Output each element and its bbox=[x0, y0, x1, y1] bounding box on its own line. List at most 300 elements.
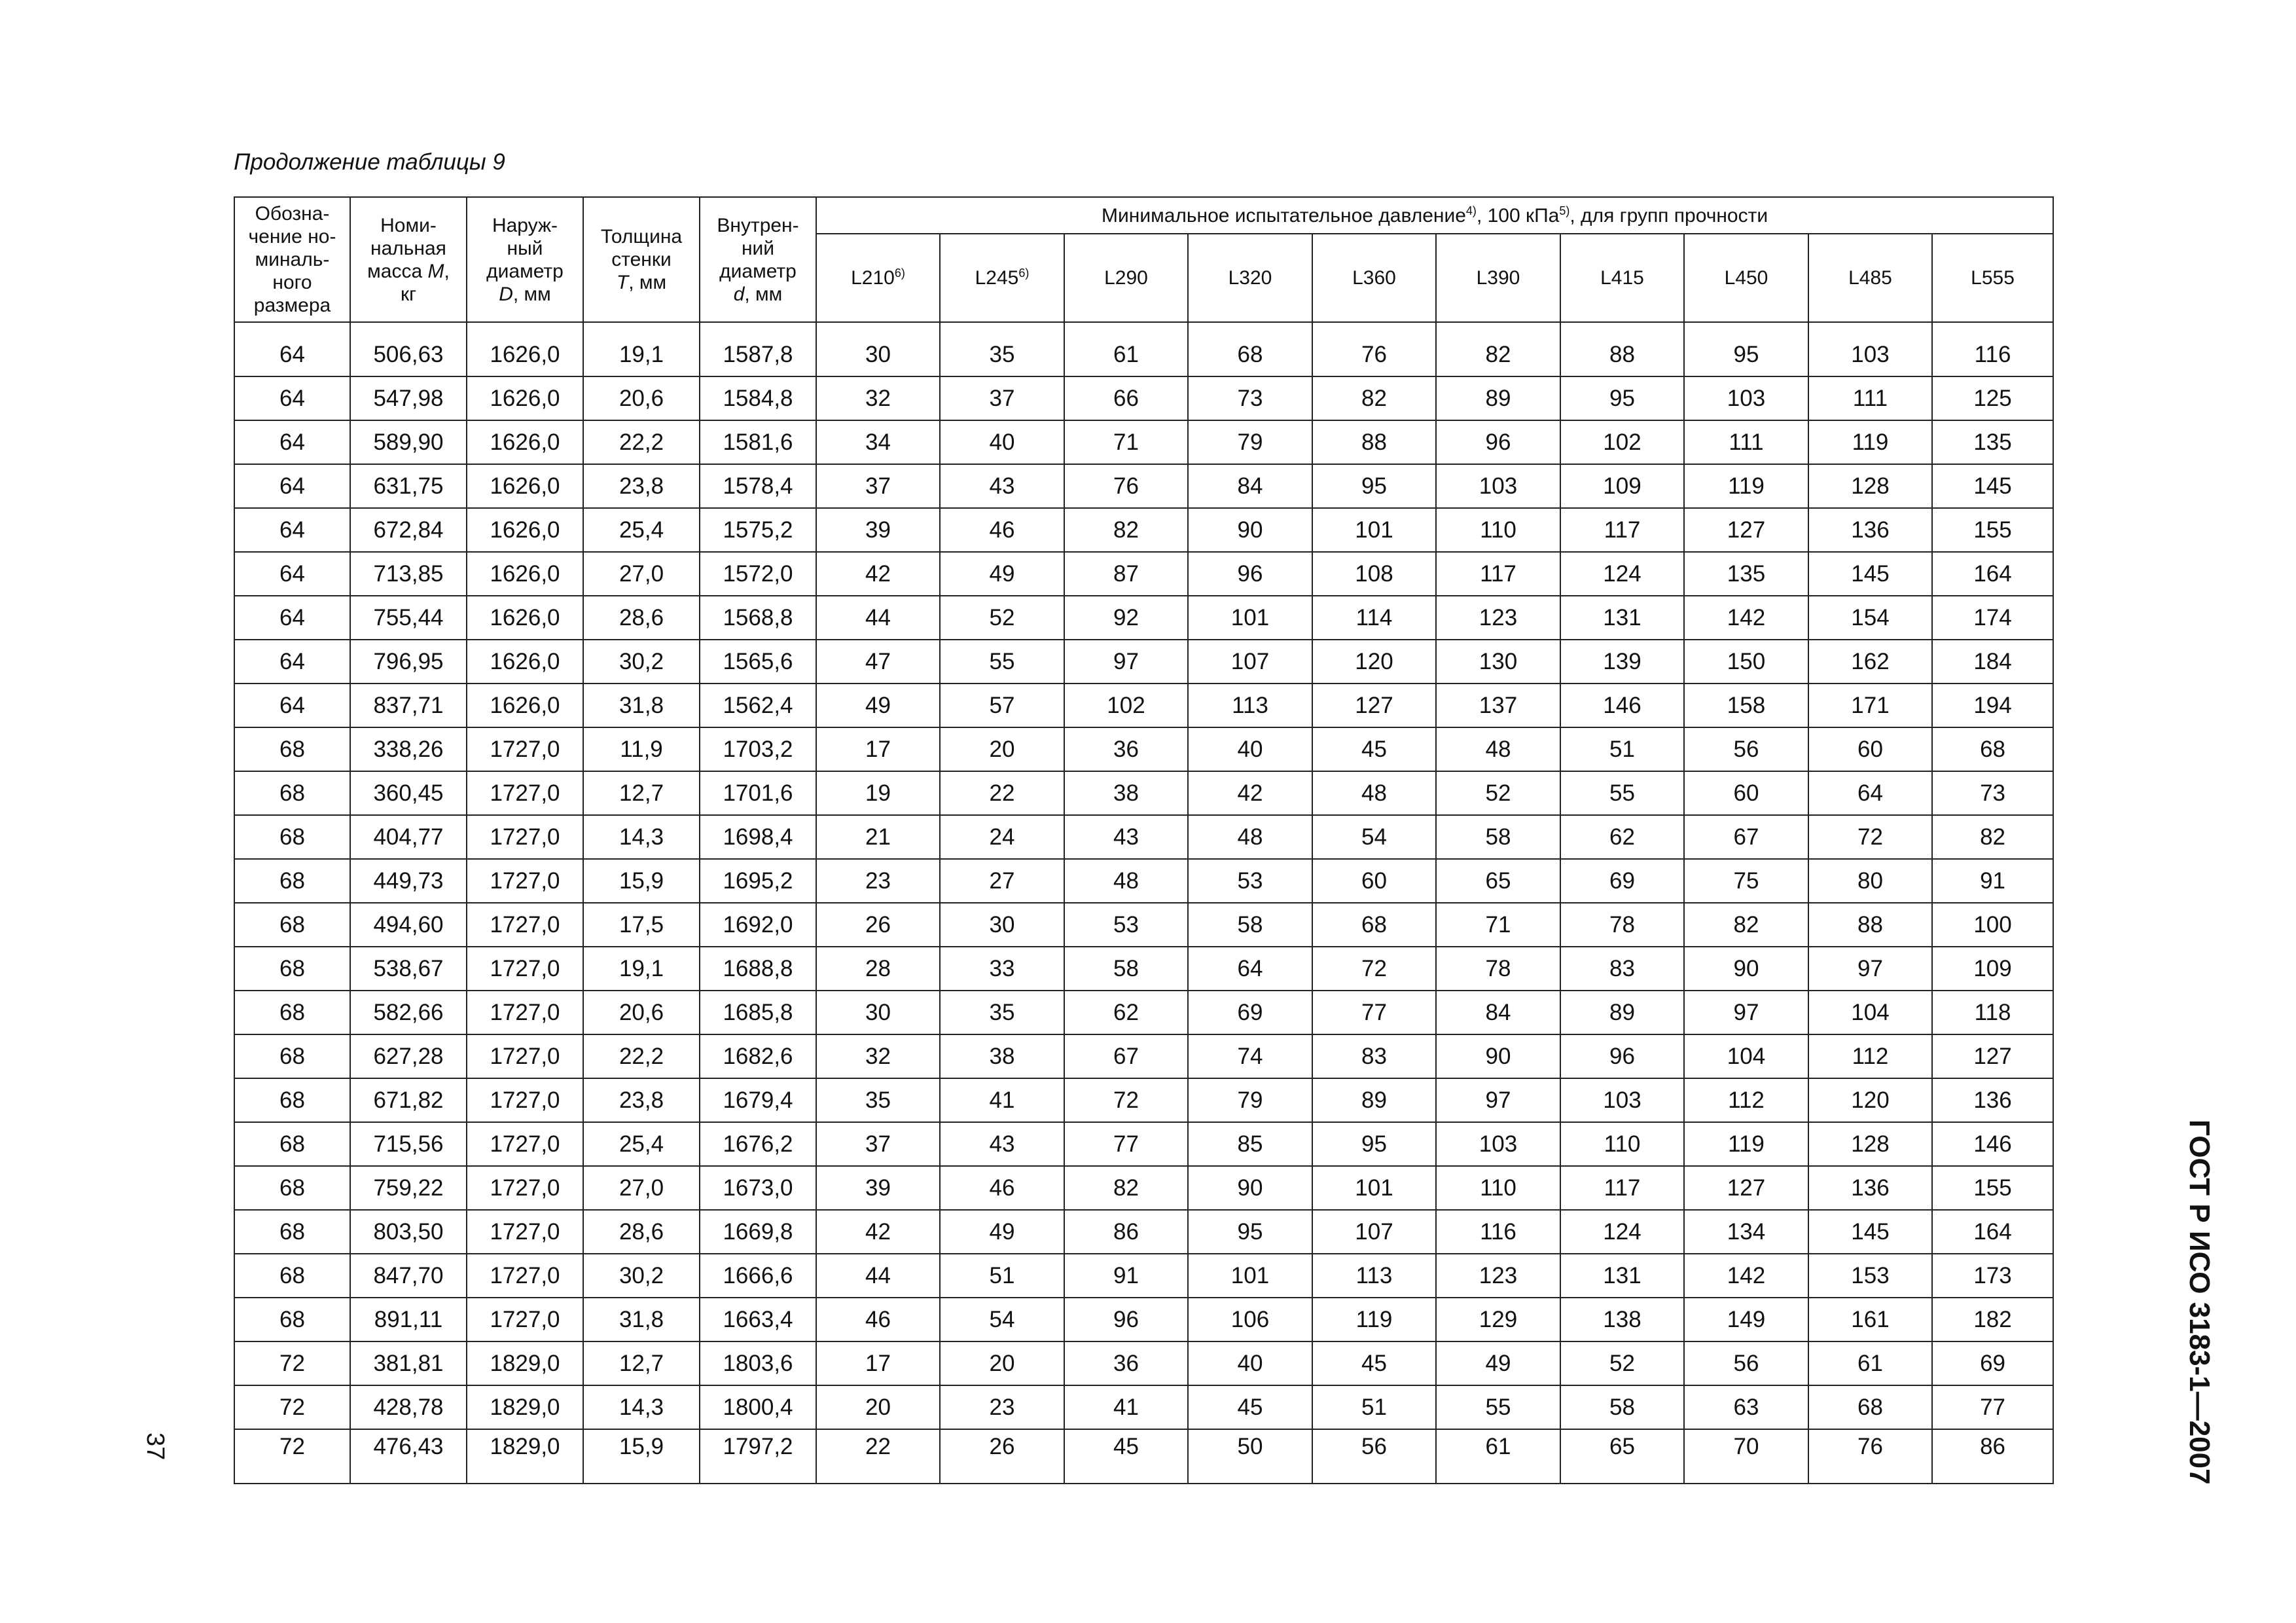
table-cell: 86 bbox=[1064, 1210, 1188, 1254]
table-cell: 1727,0 bbox=[467, 1210, 583, 1254]
table-cell: 50 bbox=[1188, 1429, 1312, 1484]
table-cell: 58 bbox=[1188, 903, 1312, 947]
table-cell: 97 bbox=[1064, 640, 1188, 684]
table-cell: 66 bbox=[1064, 376, 1188, 420]
table-cell: 24 bbox=[940, 815, 1064, 859]
table-cell: 136 bbox=[1932, 1078, 2053, 1122]
table-cell: 1727,0 bbox=[467, 727, 583, 771]
table-row bbox=[234, 815, 2053, 859]
table-cell: 146 bbox=[1560, 684, 1684, 727]
table-cell: 1572,0 bbox=[700, 552, 816, 596]
table-row bbox=[234, 464, 2053, 508]
table-cell: 88 bbox=[1560, 333, 1684, 376]
table-cell: 1669,8 bbox=[700, 1210, 816, 1254]
table-cell: 173 bbox=[1932, 1254, 2053, 1298]
table-cell: 72 bbox=[234, 1341, 350, 1385]
table-cell: 116 bbox=[1932, 333, 2053, 376]
table-cell: 127 bbox=[1312, 684, 1436, 727]
table-cell: 40 bbox=[940, 420, 1064, 464]
table-cell: 83 bbox=[1312, 1034, 1436, 1078]
table-cell: 28 bbox=[816, 947, 940, 991]
table-row bbox=[234, 640, 2053, 684]
table-cell: 136 bbox=[1808, 1166, 1932, 1210]
table-cell: 32 bbox=[816, 376, 940, 420]
table-cell: 60 bbox=[1808, 727, 1932, 771]
table-cell: 114 bbox=[1312, 596, 1436, 640]
table-cell: 1578,4 bbox=[700, 464, 816, 508]
table-cell: 65 bbox=[1436, 859, 1560, 903]
table-cell: 112 bbox=[1808, 1034, 1932, 1078]
table-cell: 49 bbox=[940, 552, 1064, 596]
table-cell: 23 bbox=[816, 859, 940, 903]
table-cell: 12,7 bbox=[583, 771, 700, 815]
header-grade-l290: L290 bbox=[1064, 234, 1188, 322]
table-cell: 1727,0 bbox=[467, 1034, 583, 1078]
table-cell: 27,0 bbox=[583, 552, 700, 596]
table-cell: 360,45 bbox=[350, 771, 467, 815]
table-cell: 54 bbox=[940, 1298, 1064, 1341]
table-cell: 68 bbox=[1932, 727, 2053, 771]
table-cell: 48 bbox=[1188, 815, 1312, 859]
table-cell: 145 bbox=[1808, 552, 1932, 596]
table-cell: 64 bbox=[234, 508, 350, 552]
table-cell: 103 bbox=[1436, 464, 1560, 508]
table-cell: 90 bbox=[1684, 947, 1808, 991]
header-grade-l555: L555 bbox=[1932, 234, 2053, 322]
header-grade-l415: L415 bbox=[1560, 234, 1684, 322]
table-cell: 449,73 bbox=[350, 859, 467, 903]
table-cell: 1562,4 bbox=[700, 684, 816, 727]
table-cell: 131 bbox=[1560, 1254, 1684, 1298]
table-cell: 1727,0 bbox=[467, 1122, 583, 1166]
table-cell: 129 bbox=[1436, 1298, 1560, 1341]
table-cell: 40 bbox=[1188, 727, 1312, 771]
table-cell: 31,8 bbox=[583, 1298, 700, 1341]
table-cell: 79 bbox=[1188, 1078, 1312, 1122]
table-cell: 1727,0 bbox=[467, 815, 583, 859]
table-cell: 136 bbox=[1808, 508, 1932, 552]
table-cell: 64 bbox=[234, 684, 350, 727]
table-cell: 77 bbox=[1932, 1385, 2053, 1429]
table-cell: 76 bbox=[1808, 1429, 1932, 1484]
table-cell: 64 bbox=[1188, 947, 1312, 991]
table-cell: 111 bbox=[1808, 376, 1932, 420]
table-row bbox=[234, 991, 2053, 1034]
table-cell: 45 bbox=[1312, 727, 1436, 771]
table-cell: 19,1 bbox=[583, 947, 700, 991]
table-cell: 69 bbox=[1560, 859, 1684, 903]
table-cell: 43 bbox=[1064, 815, 1188, 859]
table-cell: 48 bbox=[1436, 727, 1560, 771]
table-row bbox=[234, 1429, 2053, 1484]
table-cell: 68 bbox=[234, 1254, 350, 1298]
table-cell: 108 bbox=[1312, 552, 1436, 596]
table-cell: 71 bbox=[1436, 903, 1560, 947]
table-cell: 101 bbox=[1312, 508, 1436, 552]
table-cell: 847,70 bbox=[350, 1254, 467, 1298]
table-row bbox=[234, 684, 2053, 727]
table-cell: 42 bbox=[1188, 771, 1312, 815]
table-cell: 153 bbox=[1808, 1254, 1932, 1298]
table-cell: 494,60 bbox=[350, 903, 467, 947]
table-cell: 68 bbox=[234, 1078, 350, 1122]
table-cell: 58 bbox=[1436, 815, 1560, 859]
table-cell: 111 bbox=[1684, 420, 1808, 464]
table-cell: 84 bbox=[1188, 464, 1312, 508]
table-cell: 109 bbox=[1560, 464, 1684, 508]
table-cell: 96 bbox=[1064, 1298, 1188, 1341]
table-cell: 135 bbox=[1684, 552, 1808, 596]
table-cell: 1682,6 bbox=[700, 1034, 816, 1078]
table-cell: 102 bbox=[1560, 420, 1684, 464]
table-cell: 672,84 bbox=[350, 508, 467, 552]
table-cell: 164 bbox=[1932, 552, 2053, 596]
table-cell: 119 bbox=[1684, 1122, 1808, 1166]
table-cell: 49 bbox=[940, 1210, 1064, 1254]
table-cell: 36 bbox=[1064, 727, 1188, 771]
table-cell: 65 bbox=[1560, 1429, 1684, 1484]
table-cell: 64 bbox=[234, 640, 350, 684]
table-cell: 68 bbox=[234, 771, 350, 815]
table-cell: 146 bbox=[1932, 1122, 2053, 1166]
table-cell: 96 bbox=[1436, 420, 1560, 464]
table-cell: 17 bbox=[816, 1341, 940, 1385]
table-cell: 103 bbox=[1560, 1078, 1684, 1122]
table-row bbox=[234, 376, 2053, 420]
table-cell: 125 bbox=[1932, 376, 2053, 420]
table-cell: 538,67 bbox=[350, 947, 467, 991]
table-cell: 82 bbox=[1064, 1166, 1188, 1210]
table-cell: 35 bbox=[940, 991, 1064, 1034]
table-cell: 110 bbox=[1436, 508, 1560, 552]
table-cell: 73 bbox=[1188, 376, 1312, 420]
table-cell: 51 bbox=[1560, 727, 1684, 771]
table-cell: 123 bbox=[1436, 1254, 1560, 1298]
table-row bbox=[234, 1254, 2053, 1298]
table-cell: 68 bbox=[234, 1210, 350, 1254]
table-row bbox=[234, 552, 2053, 596]
table-cell: 76 bbox=[1312, 333, 1436, 376]
table-cell: 86 bbox=[1932, 1429, 2053, 1484]
table-row bbox=[234, 333, 2053, 376]
table-cell: 128 bbox=[1808, 464, 1932, 508]
table-row bbox=[234, 1298, 2053, 1341]
table-cell: 796,95 bbox=[350, 640, 467, 684]
table-cell: 27,0 bbox=[583, 1166, 700, 1210]
table-cell: 755,44 bbox=[350, 596, 467, 640]
table-cell: 119 bbox=[1312, 1298, 1436, 1341]
table-cell: 101 bbox=[1312, 1166, 1436, 1210]
table-cell: 80 bbox=[1808, 859, 1932, 903]
table-cell: 142 bbox=[1684, 1254, 1808, 1298]
table-cell: 52 bbox=[940, 596, 1064, 640]
table-cell: 64 bbox=[234, 420, 350, 464]
table-row bbox=[234, 771, 2053, 815]
table-cell: 1679,4 bbox=[700, 1078, 816, 1122]
table-cell: 49 bbox=[816, 684, 940, 727]
table-cell: 82 bbox=[1312, 376, 1436, 420]
table-cell: 74 bbox=[1188, 1034, 1312, 1078]
table-cell: 28,6 bbox=[583, 596, 700, 640]
table-cell: 23,8 bbox=[583, 1078, 700, 1122]
table-cell: 90 bbox=[1188, 1166, 1312, 1210]
table-cell: 37 bbox=[816, 1122, 940, 1166]
table-cell: 1581,6 bbox=[700, 420, 816, 464]
table-cell: 113 bbox=[1312, 1254, 1436, 1298]
table-cell: 138 bbox=[1560, 1298, 1684, 1341]
table-cell: 110 bbox=[1560, 1122, 1684, 1166]
header-grade-l210: L210$^{6)}$ bbox=[816, 234, 940, 322]
table-cell: 84 bbox=[1436, 991, 1560, 1034]
table-cell: 61 bbox=[1064, 333, 1188, 376]
table-cell: 128 bbox=[1808, 1122, 1932, 1166]
table-row bbox=[234, 1078, 2053, 1122]
table-cell: 82 bbox=[1436, 333, 1560, 376]
table-cell: 12,7 bbox=[583, 1341, 700, 1385]
table-cell: 106 bbox=[1188, 1298, 1312, 1341]
table-cell: 112 bbox=[1684, 1078, 1808, 1122]
table-cell: 95 bbox=[1560, 376, 1684, 420]
table-cell: 101 bbox=[1188, 596, 1312, 640]
table-cell: 145 bbox=[1932, 464, 2053, 508]
table-cell: 36 bbox=[1064, 1341, 1188, 1385]
table-cell: 145 bbox=[1808, 1210, 1932, 1254]
table-cell: 68 bbox=[234, 727, 350, 771]
table-cell: 17 bbox=[816, 727, 940, 771]
table-cell: 20 bbox=[940, 727, 1064, 771]
table-cell: 109 bbox=[1932, 947, 2053, 991]
table-cell: 1800,4 bbox=[700, 1385, 816, 1429]
table-cell: 41 bbox=[1064, 1385, 1188, 1429]
table-cell: 58 bbox=[1064, 947, 1188, 991]
table-cell: 85 bbox=[1188, 1122, 1312, 1166]
table-cell: 15,9 bbox=[583, 1429, 700, 1484]
table-cell: 1727,0 bbox=[467, 1166, 583, 1210]
table-cell: 27 bbox=[940, 859, 1064, 903]
table-cell: 582,66 bbox=[350, 991, 467, 1034]
table-cell: 30,2 bbox=[583, 1254, 700, 1298]
table-cell: 1565,6 bbox=[700, 640, 816, 684]
header-grade-l485: L485 bbox=[1808, 234, 1932, 322]
table-cell: 68 bbox=[234, 815, 350, 859]
table-cell: 891,11 bbox=[350, 1298, 467, 1341]
table-cell: 97 bbox=[1436, 1078, 1560, 1122]
header-grade-l450: L450 bbox=[1684, 234, 1808, 322]
table-cell: 1829,0 bbox=[467, 1429, 583, 1484]
table-cell: 35 bbox=[816, 1078, 940, 1122]
table-cell: 95 bbox=[1684, 333, 1808, 376]
table-cell: 1676,2 bbox=[700, 1122, 816, 1166]
table-cell: 23,8 bbox=[583, 464, 700, 508]
table-cell: 68 bbox=[234, 1122, 350, 1166]
table-cell: 55 bbox=[940, 640, 1064, 684]
table-cell: 64 bbox=[234, 464, 350, 508]
table-cell: 38 bbox=[1064, 771, 1188, 815]
table-cell: 71 bbox=[1064, 420, 1188, 464]
table-cell: 56 bbox=[1684, 727, 1808, 771]
table-cell: 161 bbox=[1808, 1298, 1932, 1341]
table-cell: 14,3 bbox=[583, 815, 700, 859]
table-cell: 803,50 bbox=[350, 1210, 467, 1254]
table-cell: 70 bbox=[1684, 1429, 1808, 1484]
header-outer-diameter: Наруж- ный диаметр D, мм bbox=[467, 197, 583, 322]
table-cell: 713,85 bbox=[350, 552, 467, 596]
table-cell: 1626,0 bbox=[467, 464, 583, 508]
table-cell: 30 bbox=[816, 333, 940, 376]
table-cell: 64 bbox=[234, 596, 350, 640]
header-nominal-size: Обозна- чение но- миналь- ного размера bbox=[234, 197, 350, 322]
table-cell: 22,2 bbox=[583, 1034, 700, 1078]
table-cell: 62 bbox=[1064, 991, 1188, 1034]
table-cell: 20,6 bbox=[583, 376, 700, 420]
header-wall-thickness: Толщина стенки T, мм bbox=[583, 197, 700, 322]
table-cell: 64 bbox=[234, 333, 350, 376]
table-cell: 116 bbox=[1436, 1210, 1560, 1254]
table-cell: 82 bbox=[1684, 903, 1808, 947]
table-cell: 76 bbox=[1064, 464, 1188, 508]
table-cell: 60 bbox=[1684, 771, 1808, 815]
table-cell: 381,81 bbox=[350, 1341, 467, 1385]
table-cell: 68 bbox=[1808, 1385, 1932, 1429]
table-cell: 97 bbox=[1684, 991, 1808, 1034]
table-cell: 671,82 bbox=[350, 1078, 467, 1122]
table-cell: 96 bbox=[1560, 1034, 1684, 1078]
table-cell: 137 bbox=[1436, 684, 1560, 727]
table-cell: 68 bbox=[234, 1166, 350, 1210]
table-cell: 155 bbox=[1932, 1166, 2053, 1210]
table-cell: 118 bbox=[1932, 991, 2053, 1034]
table-cell: 39 bbox=[816, 508, 940, 552]
table-cell: 68 bbox=[234, 1034, 350, 1078]
table-cell: 42 bbox=[816, 552, 940, 596]
table-cell: 1703,2 bbox=[700, 727, 816, 771]
table-row bbox=[234, 1341, 2053, 1385]
table-cell: 476,43 bbox=[350, 1429, 467, 1484]
table-cell: 32 bbox=[816, 1034, 940, 1078]
table-cell: 53 bbox=[1064, 903, 1188, 947]
table-row bbox=[234, 508, 2053, 552]
table-row bbox=[234, 1210, 2053, 1254]
table-row bbox=[234, 1166, 2053, 1210]
table-cell: 149 bbox=[1684, 1298, 1808, 1341]
table-header bbox=[234, 197, 2053, 333]
table-cell: 150 bbox=[1684, 640, 1808, 684]
table-cell: 1626,0 bbox=[467, 552, 583, 596]
table-cell: 62 bbox=[1560, 815, 1684, 859]
table-cell: 1688,8 bbox=[700, 947, 816, 991]
table-cell: 194 bbox=[1932, 684, 2053, 727]
header-grade-l245: L245$^{6)}$ bbox=[940, 234, 1064, 322]
table-cell: 46 bbox=[940, 1166, 1064, 1210]
table-cell: 20 bbox=[816, 1385, 940, 1429]
table-caption: Продолжение таблицы 9 bbox=[234, 149, 505, 175]
table-cell: 52 bbox=[1436, 771, 1560, 815]
table-cell: 110 bbox=[1436, 1166, 1560, 1210]
table-cell: 46 bbox=[940, 508, 1064, 552]
table-cell: 1797,2 bbox=[700, 1429, 816, 1484]
table-row bbox=[234, 1122, 2053, 1166]
table-cell: 64 bbox=[1808, 771, 1932, 815]
table-cell: 102 bbox=[1064, 684, 1188, 727]
table-cell: 89 bbox=[1312, 1078, 1436, 1122]
table-cell: 56 bbox=[1684, 1341, 1808, 1385]
table-cell: 1575,2 bbox=[700, 508, 816, 552]
table-cell: 119 bbox=[1808, 420, 1932, 464]
table-cell: 127 bbox=[1684, 508, 1808, 552]
table-cell: 107 bbox=[1188, 640, 1312, 684]
table-cell: 72 bbox=[1064, 1078, 1188, 1122]
table-cell: 155 bbox=[1932, 508, 2053, 552]
table-cell: 82 bbox=[1064, 508, 1188, 552]
table-cell: 89 bbox=[1436, 376, 1560, 420]
table-cell: 20,6 bbox=[583, 991, 700, 1034]
table-cell: 22 bbox=[816, 1429, 940, 1484]
table-cell: 547,98 bbox=[350, 376, 467, 420]
table-cell: 37 bbox=[940, 376, 1064, 420]
table-cell: 107 bbox=[1312, 1210, 1436, 1254]
table-cell: 89 bbox=[1560, 991, 1684, 1034]
table-cell: 44 bbox=[816, 596, 940, 640]
table-cell: 77 bbox=[1064, 1122, 1188, 1166]
table-cell: 56 bbox=[1312, 1429, 1436, 1484]
table-cell: 51 bbox=[940, 1254, 1064, 1298]
table-cell: 68 bbox=[234, 903, 350, 947]
table-cell: 103 bbox=[1684, 376, 1808, 420]
table-cell: 124 bbox=[1560, 552, 1684, 596]
table-cell: 506,63 bbox=[350, 333, 467, 376]
table-cell: 82 bbox=[1932, 815, 2053, 859]
table-cell: 1587,8 bbox=[700, 333, 816, 376]
table-cell: 1685,8 bbox=[700, 991, 816, 1034]
table-cell: 113 bbox=[1188, 684, 1312, 727]
table-cell: 88 bbox=[1808, 903, 1932, 947]
table-row bbox=[234, 420, 2053, 464]
table-cell: 28,6 bbox=[583, 1210, 700, 1254]
table-cell: 31,8 bbox=[583, 684, 700, 727]
table-cell: 11,9 bbox=[583, 727, 700, 771]
table-cell: 1626,0 bbox=[467, 508, 583, 552]
table-cell: 68 bbox=[1312, 903, 1436, 947]
table-cell: 49 bbox=[1436, 1341, 1560, 1385]
table-cell: 21 bbox=[816, 815, 940, 859]
table-cell: 1626,0 bbox=[467, 640, 583, 684]
table-cell: 95 bbox=[1312, 1122, 1436, 1166]
table-cell: 87 bbox=[1064, 552, 1188, 596]
table-cell: 14,3 bbox=[583, 1385, 700, 1429]
table-cell: 78 bbox=[1436, 947, 1560, 991]
table-cell: 182 bbox=[1932, 1298, 2053, 1341]
table-cell: 25,4 bbox=[583, 508, 700, 552]
table-cell: 1626,0 bbox=[467, 596, 583, 640]
table-cell: 54 bbox=[1312, 815, 1436, 859]
table-cell: 1692,0 bbox=[700, 903, 816, 947]
table-row bbox=[234, 1034, 2053, 1078]
header-grade-l360: L360 bbox=[1312, 234, 1436, 322]
table-cell: 41 bbox=[940, 1078, 1064, 1122]
table-cell: 92 bbox=[1064, 596, 1188, 640]
table-cell: 30,2 bbox=[583, 640, 700, 684]
table-cell: 26 bbox=[940, 1429, 1064, 1484]
table-cell: 1727,0 bbox=[467, 859, 583, 903]
table-cell: 23 bbox=[940, 1385, 1064, 1429]
table-cell: 428,78 bbox=[350, 1385, 467, 1429]
table-cell: 1568,8 bbox=[700, 596, 816, 640]
table-cell: 1626,0 bbox=[467, 376, 583, 420]
table-cell: 22 bbox=[940, 771, 1064, 815]
table-cell: 119 bbox=[1684, 464, 1808, 508]
table-cell: 88 bbox=[1312, 420, 1436, 464]
table-cell: 134 bbox=[1684, 1210, 1808, 1254]
